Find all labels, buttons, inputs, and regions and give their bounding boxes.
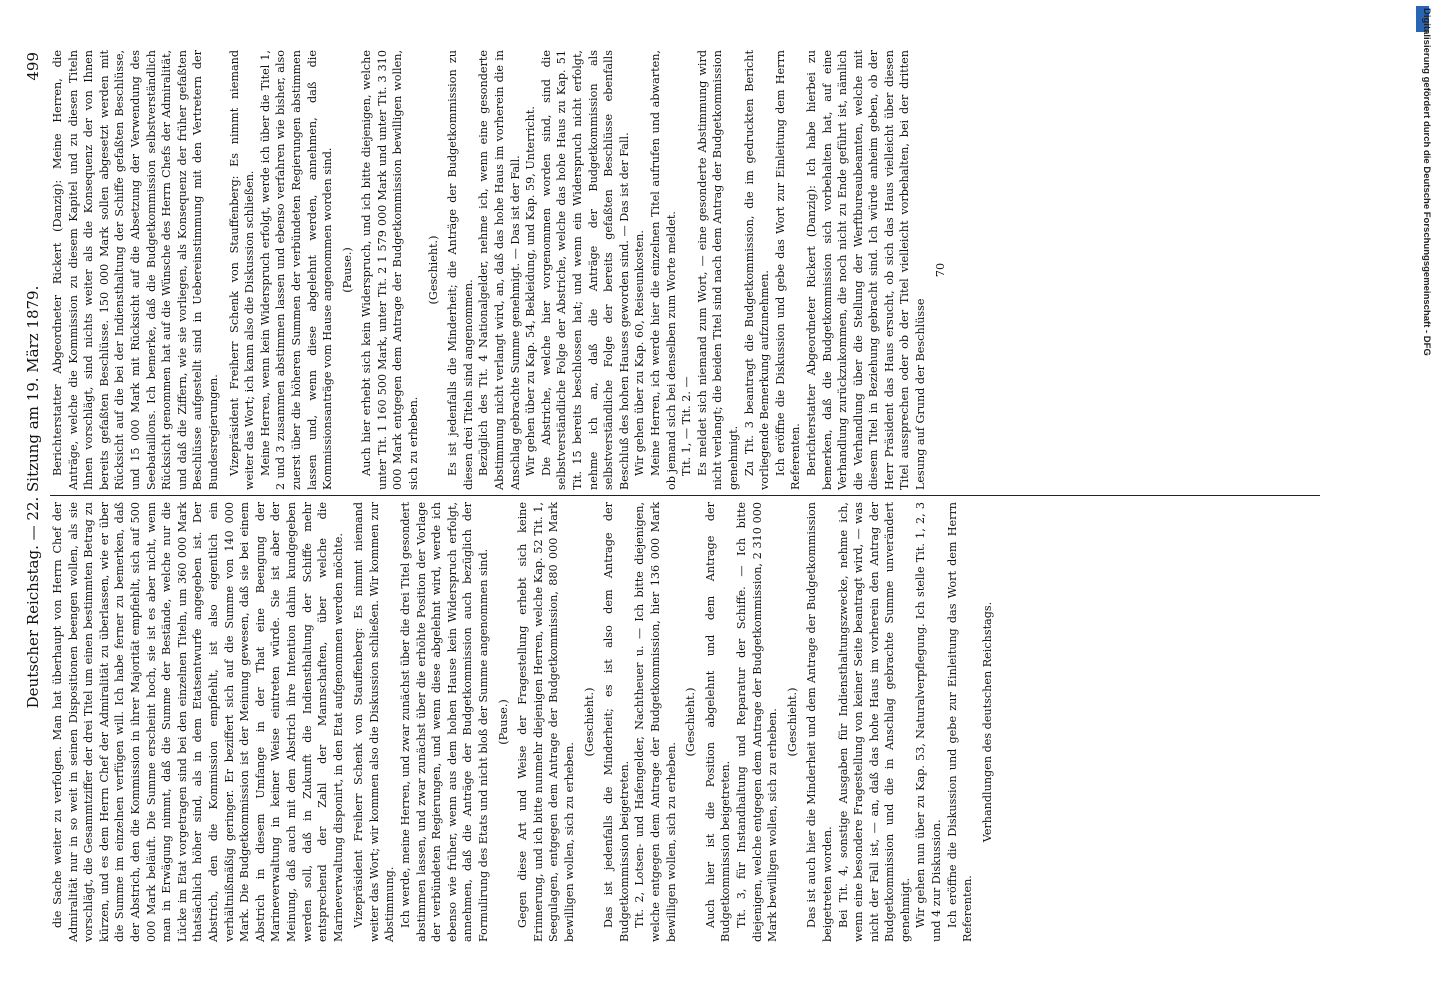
right-column (50, 50, 952, 490)
paragraph: Es ist jedenfalls die Minderheit; die Anträge der Budgetkommission zu diesen drei Titeln sind angenommen. (446, 50, 475, 490)
paragraph: Berichterstatter Abgeordneter Rickert (Danzig): Meine Herren, die Anträge, welche die Kommission zu diesem Kapitel und zu diesen Titeln Ihnen vorschlägt, sind nichts weiter als die Konsequenz der von Ihnen bereits gefaßten Beschlüsse. 150 000 Mark sollen abgesetzt werden mit Rücksicht auf die bei der Indiensthaltung der Schiffe gefaßten Beschlüsse, und 15 000 Mark mit Rücksicht auf die Absetzung der Verwendung des Seebataillons. Ich bemerke, daß die Budgetkommission selbstverständlich Rücksicht genommen hat auf die Wünsche des Herrn Chefs der Admiralität, und daß die Ziffern, wie sie vorliegen, als Konsequenz der früher gefaßten Beschlüsse aufgestellt sind in Uebereinstimmung mit den Vertretern der Bundesregierungen. (51, 50, 220, 490)
paragraph: Das ist jedenfalls die Minderheit; es ist also dem Antrage der Budgetkommission beigetreten. (602, 502, 631, 942)
paragraph: Meine Herren, ich werde hier die einzelnen Titel aufrufen und abwarten, ob jemand sich bei denselben zum Worte meldet. (648, 50, 678, 490)
paragraph: Die Abstriche, welche hier vorgenommen worden sind, sind die selbstverständliche Folge der Abstriche, welche das hohe Haus zu Kap. 51 Tit. 15 bereits beschlossen hat; und wenn ein Widerspruch nicht erfolgt, nehme ich an, daß die Anträge der Budgetkommission als selbstverständliche Folge der bereits gefaßten Beschlüsse ebenfalls Beschluß des hohen Hauses geworden sind. — Das ist der Fall. (539, 50, 631, 490)
stage-note: (Pause.) (496, 699, 510, 745)
paragraph: Gegen diese Art und Weise der Fragestellung erhebt sich keine Erinnerung, und ich bitte nunmehr diejenigen Herren, welche Kap. 52 Tit. 1, Seegulagen, entgegen dem Antrage der Budgetkommission, 880 000 Mark bewilligen wollen, sich zu erheben. (516, 502, 576, 942)
paragraph: Vizepräsident Freiherr Schenk von Stauffenberg: Es nimmt niemand weiter das Wort; wir kommen also die Diskussion schließen. Wir kommen zur Abstimmung. (352, 502, 397, 942)
paragraph: Bezüglich des Tit. 4 Nationalgelder, nehme ich, wenn eine gesonderte Abstimmung nicht verlangt wird, an, daß das hohe Haus im vorherein die in Anschlag gebrachte Summe genehmigt. — Das ist der Fall. (477, 50, 522, 490)
paragraph: Zu Tit. 3 beantragt die Budgetkommission, die im gedruckten Bericht vorliegende Bemerkung aufzunehmen. (742, 50, 772, 490)
page-number: 499 (24, 52, 42, 81)
left-column (50, 502, 999, 942)
paragraph: Bei Tit. 4, sonstige Ausgaben für Indiensthaltungszwecke, nehme ich, wenn eine besondere Fragestellung von keiner Seite beantragt wird, — was nicht der Fall ist, — an, daß das hohe Haus im vorherein den Antrag der Budgetkommission und die in Anschlag gebrachte Summe unverändert genehmigt. (836, 502, 912, 942)
stage-note: (Geschieht.) (426, 235, 440, 305)
paragraph: Es meldet sich niemand zum Wort, — eine gesonderte Abstimmung wird nicht verlangt; die beiden Titel sind nach dem Antrag der Budgetkommission genehmigt. (695, 50, 740, 490)
digitization-credit: Digitalisierung gefördert durch die Deutsche Forschungsgemeinschaft - DFG (1421, 8, 1432, 356)
paragraph: Das ist auch hier die Minderheit und dem Antrage der Budgetkommission beigetreten worden. (805, 502, 834, 942)
running-title: Deutscher Reichstag. — 22. Sitzung am 19. März 1879. (24, 285, 42, 709)
paragraph: Wir gehen nun über zu Kap. 53, Naturalverpflegung. Ich stelle Tit. 1, 2, 3 und 4 zur Diskussion. (914, 502, 944, 942)
paragraph: Wir gehen über zu Kap. 60, Reiseunkosten. (633, 230, 647, 476)
paragraph: Ich eröffne die Diskussion und gebe zur Einleitung das Wort dem Herrn Referenten. (945, 502, 975, 942)
paragraph: Auch hier ist die Position abgelehnt und dem Antrage der Budgetkommission beigetreten. (703, 502, 733, 942)
paragraph: Ich eröffne die Diskussion und gebe das Wort zur Einleitung dem Herrn Referenten. (773, 50, 803, 490)
paragraph: Auch hier erhebt sich kein Widerspruch, und ich bitte diejenigen, welche unter Tit. 1 160 500 Mark, unter Tit. 2 1 579 000 Mark und unter Tit. 3 310 000 Mark entgegen dem Antrage der Budgetkommission bewilligen wollen, sich zu erheben. (360, 50, 421, 490)
paragraph: Ich werde, meine Herren, und zwar zunächst über die drei Titel gesondert abstimmen lassen, und zwar zunächst über die erhöhte Position der Vorlage der verbündeten Regierungen, und wenn diese abgelehnt wird, werde ich ebenso wie früher, wenn aus dem hohen Hause kein Widerspruch erfolgt, annehmen, daß die Anträge der Budgetkommission auch bezüglich der Formulirung des Etats und nicht bloß der Summe angenommen sind. (399, 502, 491, 942)
sheet-number: 70 (933, 262, 947, 278)
page-header (20, 52, 46, 942)
stage-note: (Geschieht.) (684, 687, 698, 757)
stage-note: (Pause.) (340, 247, 354, 293)
paragraph: Vizepräsident Freiherr Schenk von Stauffenberg: Es nimmt niemand weiter das Wort; ich kann also die Diskussion schließen. (227, 50, 257, 490)
paragraph: Wir gehen über zu Kap. 54, Bekleidung, und Kap. 59, Unterricht. (524, 106, 538, 476)
paragraph: Tit. 1, — Tit. 2. — (680, 376, 694, 476)
paragraph: die Sache weiter zu verfolgen. Man hat überhaupt von Herrn Chef der Admiralität nur in so weit in seinen Dispositionen beengen wollen, als sie vorschlägt, die Gesammtziffer der drei Titel um einen bestimmten Betrag zu kürzen, und es dem Herrn Chef der Admiralität zu überlassen, wie er über die Summe im einzelnen verfügen will. Ich habe ferner zu bemerken, daß der Abstrich, den die Kommission in ihrer Majorität empfiehlt, sich auf 500 000 Mark beläuft. Die Summe erscheint hoch, sie ist es aber nicht, wenn man in Erwägung nimmt, daß die Summe der Bestände, welche nur die Lücke im Etat vorgetragen sind bei den einzelnen Titeln, um 360 000 Mark thatsächlich höher sind, als in dem Etatsentwurfe angegeben ist. Der Abstrich, den die Kommission empfiehlt, ist also eigentlich ein verhältnißmäßig geringer. Er beziffert sich auf die Summe von 140 000 Mark. Die Budgetkommission ist der Meinung gewesen, daß sie bei einem Abstrich in diesem Umfange in der That eine Beengung der Marineverwaltung in keiner Weise eintreten würde. Sie ist aber der Meinung, daß auch mit dem Abstrich ihre Intention dahin kundgegeben werden soll, daß in Zukunft die Indiensthaltung der Schiffe mehr entsprechend der Zahl der Mannschaften, über welche die Marineverwaltung disponirt, in den Etat aufgenommen werden möchte. (51, 502, 345, 942)
paragraph: Meine Herren, wenn kein Widerspruch erfolgt, werde ich über die Titel 1, 2 und 3 zusammen abstimmen lassen und ebenso verfahren wie bisher, also zuerst über die höheren Summen der verbündeten Regierungen abstimmen lassen und, wenn diese abgelehnt werden, annehmen, daß die Kommissionsanträge vom Hause angenommen worden sind. (258, 50, 335, 490)
signature: Verhandlungen des deutschen Reichstags. (980, 601, 994, 843)
column-divider (50, 495, 1320, 496)
stage-note: (Geschieht.) (582, 687, 596, 757)
paragraph: Tit. 2, Lotsen- und Hafengelder, Nachtheuer u. — Ich bitte diejenigen, welche entgegen dem Antrage der Budgetkommission, hier 136 000 Mark bewilligen wollen, sich zu erheben. (633, 502, 678, 942)
paragraph: Berichterstatter Abgeordneter Rickert (Danzig): Ich habe hierbei zu bemerken, daß die Budgetkommission sich vorbehalten hat, auf eine Verhandlung zurückzukommen, die noch nicht zu Ende geführt ist, nämlich die Verhandlung über die Stellung der Werftbureaubeamten, welche mit diesem Titel in Beziehung gebracht sind. Ich würde anheim geben, ob der Herr Präsident das Haus ersucht, ob sich das Haus vielleicht über diesen Titel aussprechen oder ob der Titel vielleicht vorbehalten, bei der dritten Lesung auf Grund der Beschlüsse (804, 50, 928, 490)
paragraph: Tit. 3, für Instandhaltung und Reparatur der Schiffe. — Ich bitte diejenigen, welche entgegen dem Antrage der Budgetkommission, 2 310 000 Mark bewilligen wollen, sich zu erheben. (734, 502, 780, 942)
stage-note: (Geschieht.) (785, 687, 799, 757)
